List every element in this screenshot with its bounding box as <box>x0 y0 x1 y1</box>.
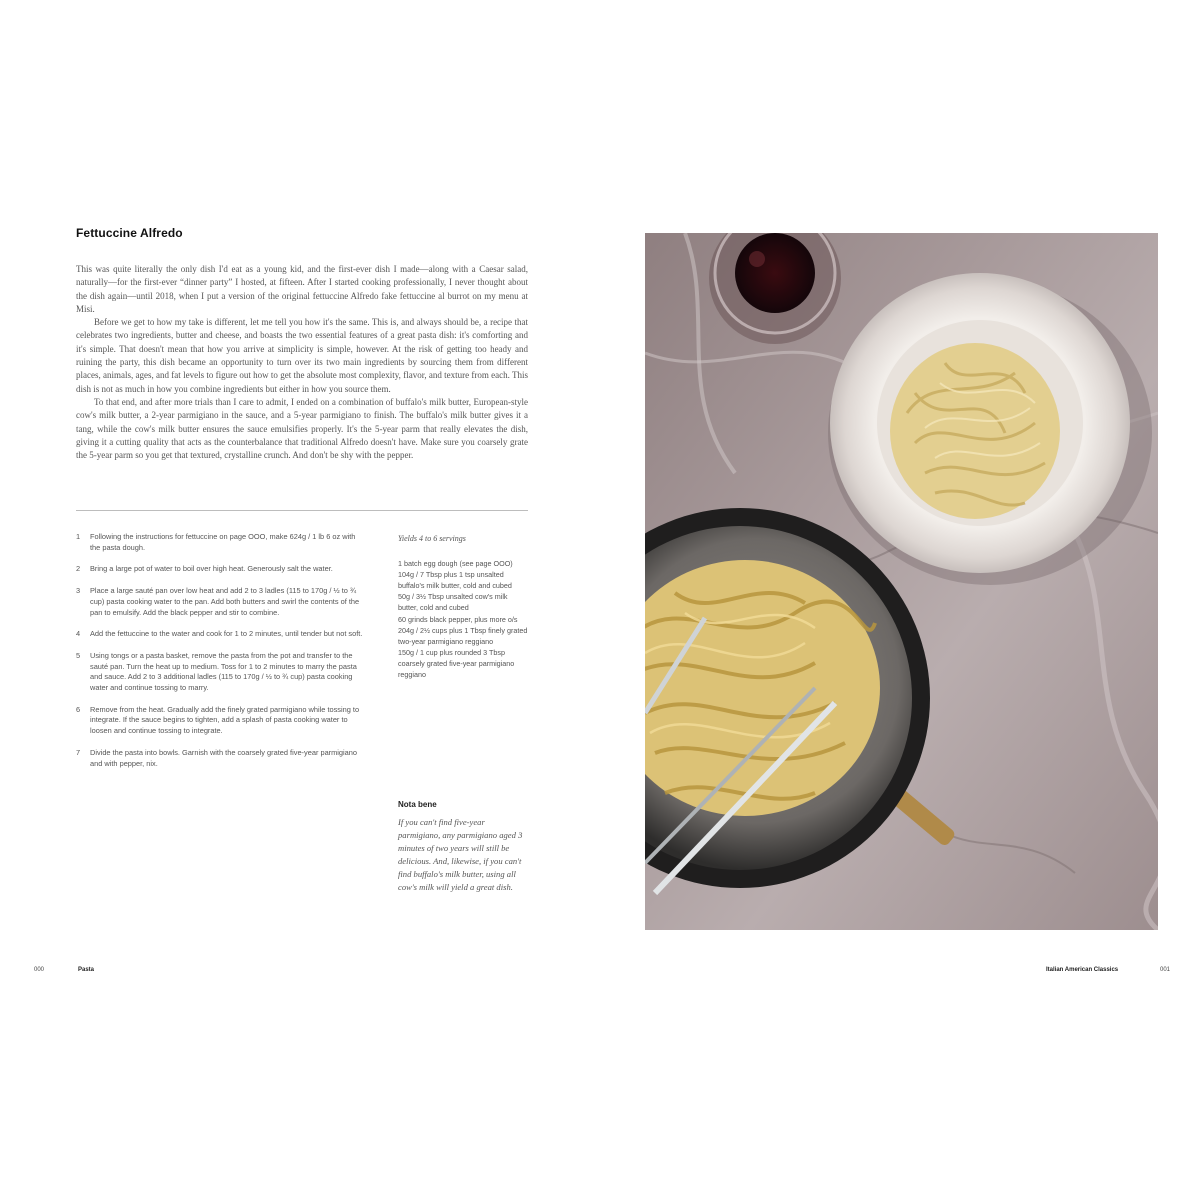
step-number: 1 <box>76 532 81 541</box>
left-running-footer <box>78 967 94 973</box>
method-steps <box>76 532 366 780</box>
intro-paragraph: To that end, and after more trials than I care to admit, I ended on a combination of buffalo's milk butter, European-style cow's milk butter, a 2-year parmigiano in the sauce, and a 5-year parmigiano to finish. The buffalo's milk butter gives it a tang, while the cow's milk butter ensures the sauce emulsifies properly. It's the 5-year parm that really elevates the dish, giving it a cutting quality that acts as the counterbalance that traditional Alfredo doesn't have. Make sure you coarsely grate the 5-year parm so you get that textured, crystalline crunch. And don't be shy with the pepper. <box>76 396 528 461</box>
step-text: Divide the pasta into bowls. Garnish with the coarsely grated five-year parmigiano and with pepper, nix. <box>90 747 358 768</box>
step-text: Add the fettuccine to the water and cook for 1 to 2 minutes, until tender but not soft. <box>90 629 363 639</box>
step-text: Place a large sauté pan over low heat and add 2 to 3 ladles (115 to 170g / ½ to ¾ cup) pasta cooking water to the pan. Add both butters and swirl the contents of the pan to emulsify. Add the black pepper and stir to combine. <box>90 586 360 617</box>
method-step <box>76 586 366 618</box>
step-text: Remove from the heat. Gradually add the finely grated parmigiano while tossing to integrate. If the sauce begins to tighten, add a splash of pasta cooking water to loosen and continue tossing to integrate. <box>90 704 360 736</box>
method-step <box>76 705 366 737</box>
ingredient-item: 204g / 2½ cups plus 1 Tbsp finely grated two-year parmigiano reggiano <box>398 626 528 646</box>
nota-title: Nota bene <box>398 800 437 809</box>
ingredients-column <box>398 534 528 681</box>
ingredient-item: 150g / 1 cup plus rounded 3 Tbsp coarsely grated five-year parmigiano reggiano <box>398 648 515 679</box>
food-photograph <box>645 233 1158 930</box>
nota-text: If you can't find five-year parmigiano, any parmigiano aged 3 minutes of two years will still be delicious. And, likewise, if you can't find buffalo's milk butter, using all cow's milk will yield a great dish. <box>398 817 523 893</box>
recipe-title: Fettuccine Alfredo <box>76 226 183 240</box>
step-text: Bring a large pot of water to boil over high heat. Generously salt the water. <box>90 564 333 574</box>
step-text: Using tongs or a pasta basket, remove the pasta from the pot and transfer to the sauté pan. Turn the heat up to medium. Toss for 1 to 2 minutes to marry the pasta and sauce. Add 2 to 3 additional ladles (115 to 170g / ½ to ¾ cup) pasta cooking water and continue tossing to marry. <box>90 650 357 693</box>
section-divider <box>76 510 528 511</box>
right-section-name: Italian American Classics <box>1046 967 1119 973</box>
left-page-number: 000 <box>34 967 45 973</box>
ingredient-item: 104g / 7 Tbsp plus 1 tsp unsalted buffalo's milk butter, cold and cubed <box>398 570 512 590</box>
left-section-name: Pasta <box>78 967 95 973</box>
method-step <box>76 629 366 640</box>
intro-paragraph: This was quite literally the only dish I'd eat as a young kid, and the first-ever dish I made—along with a Caesar salad, naturally—for the first-ever “dinner party” I hosted, at fifteen. After I started cooking professionally, I never thought about the dish again—until 2018, when I put a version of the original fettuccine Alfredo fake fettuccine al burrot on my menu at Misi. <box>76 264 528 314</box>
step-number: 7 <box>76 747 81 757</box>
yield-text: Yields 4 to 6 servings <box>398 534 466 543</box>
step-number: 2 <box>76 564 81 574</box>
recipe-intro <box>76 263 528 462</box>
ingredient-item: 1 batch egg dough (see page OOO) <box>398 558 513 568</box>
step-number: 5 <box>76 650 81 660</box>
intro-paragraph: Before we get to how my take is different, let me tell you how it's the same. This is, and always should be, a recipe that celebrates two ingredients, butter and cheese, and boasts the two essential features of a great pasta dish: it's comforting and it's simple. That doesn't mean that how you arrive at simplicity is simple, however. At the risk of getting too heady and ruining the party, this dish became an opportunity to turn over its two main ingredients by sourcing them from different places, animals, ages, and fat levels to figure out how to get the absolute most complexity, flavor, and texture from each. This dish is not as much in how you combine ingredients but either in how you source them. <box>76 317 528 394</box>
right-page-number: 001 <box>1160 967 1171 973</box>
method-step <box>76 532 366 553</box>
method-step <box>76 564 366 575</box>
pasta-photo-illustration <box>645 233 1158 930</box>
method-step <box>76 748 366 769</box>
step-text: Following the instructions for fettuccine on page OOO, make 624g / 1 lb 6 oz with the pasta dough. <box>90 532 356 552</box>
step-number: 6 <box>76 704 81 714</box>
ingredient-item: 60 grinds black pepper, plus more o/s <box>398 614 518 624</box>
step-number: 3 <box>76 586 81 596</box>
right-running-footer <box>1046 967 1118 973</box>
step-number: 4 <box>76 629 81 639</box>
ingredient-list <box>398 559 528 681</box>
method-step <box>76 651 366 694</box>
nota-bene <box>398 800 528 895</box>
ingredient-item: 50g / 3½ Tbsp unsalted cow's milk butter, cold and cubed <box>398 592 508 612</box>
